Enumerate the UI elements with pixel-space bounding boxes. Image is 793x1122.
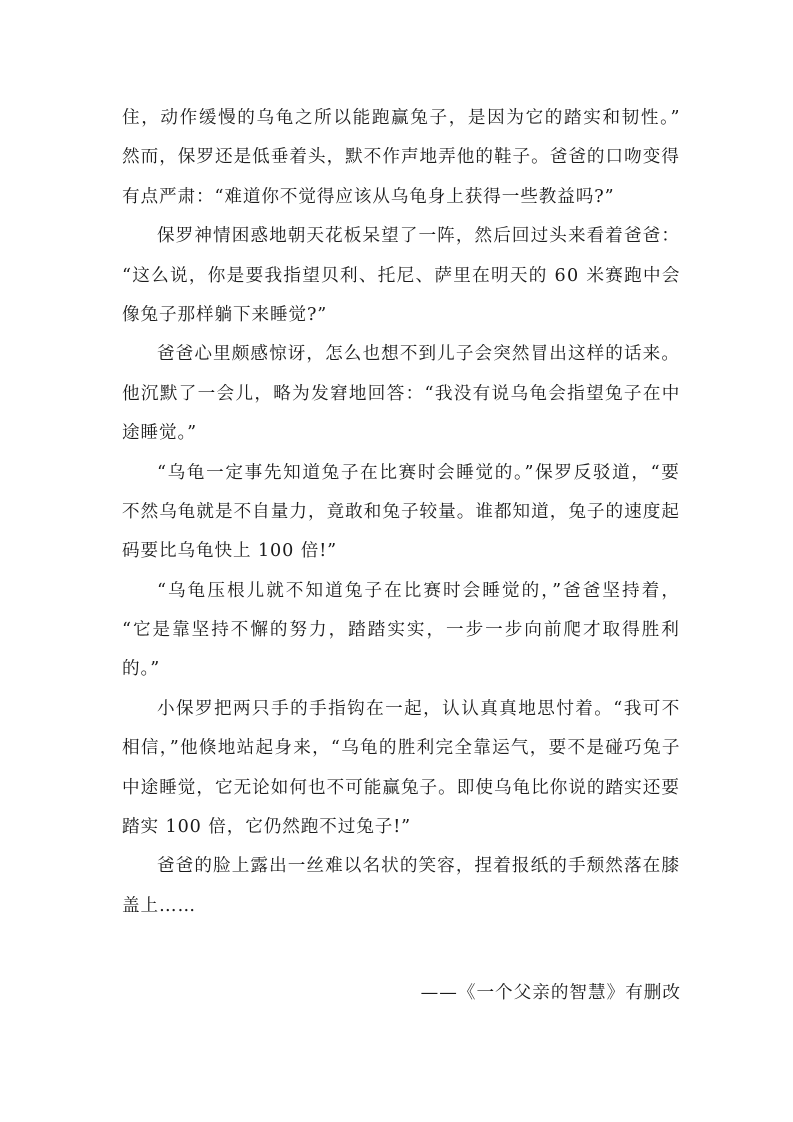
paragraph-start-line [122,690,680,729]
source-attribution: ——《一个父亲的智慧》有删改 [420,983,681,1003]
text-line [122,99,680,138]
text-line [122,296,680,335]
line-text: 的。” [122,659,161,680]
text-line [122,138,680,177]
text-line [122,178,680,217]
text-line [122,414,680,453]
line-text: 然而，保罗还是低垂着头，默不作声地弄他的鞋子。爸爸的口吻变得 [122,147,680,168]
line-text: “这么说，你是要我指望贝利、托尼、萨里在明天的 60 米赛跑中会 [122,265,681,286]
text-line [122,887,680,926]
text-line [122,611,680,650]
line-text: 相信，”他倏地站起身来，“乌龟的胜利完全靠运气，要不是碰巧兔子 [122,738,681,759]
paragraph-start-line [122,217,680,256]
paragraph-start-line [122,847,680,886]
text-line [122,493,680,532]
text-line [122,650,680,689]
paragraph-start-line [122,572,680,611]
line-text: 不然乌龟就是不自量力，竟敢和兔子较量。谁都知道，兔子的速度起 [122,501,680,522]
line-text: 途睡觉。” [122,423,198,444]
text-line [122,808,680,847]
paragraph-start-line [122,454,680,493]
text-line [122,375,680,414]
line-text: 中途睡觉，它无论如何也不可能赢兔子。即使乌龟比你说的踏实还要 [122,777,680,798]
story-text [122,99,680,926]
line-text: 保罗神情困惑地朝天花板呆望了一阵，然后回过头来看着爸爸： [157,226,681,247]
text-line [122,257,680,296]
line-text: 有点严肃：“难道你不觉得应该从乌龟身上获得一些教益吗?” [122,186,615,207]
text-line [122,769,680,808]
line-text: 踏实 100 倍，它仍然跑不过兔子!” [122,817,412,838]
line-text: 住，动作缓慢的乌龟之所以能跑赢兔子，是因为它的踏实和韧性。” [122,108,682,128]
line-text: 像兔子那样躺下来睡觉?” [122,304,328,325]
paragraph-start-line [122,335,680,374]
line-text: “乌龟压根儿就不知道兔子在比赛时会睡觉的，”爸爸坚持着， [157,580,681,601]
text-line [122,532,680,571]
line-text: 爸爸的脸上露出一丝难以名状的笑容，捏着报纸的手颓然落在膝 [157,856,681,877]
line-text: 码要比乌龟快上 100 倍!” [122,541,338,562]
line-text: “它是靠坚持不懈的努力，踏踏实实，一步一步向前爬才取得胜利 [122,620,681,641]
line-text: “乌龟一定事先知道兔子在比赛时会睡觉的。”保罗反驳道，“要 [157,462,681,483]
text-line [122,729,680,768]
line-text: 他沉默了一会儿，略为发窘地回答：“我没有说乌龟会指望兔子在中 [122,383,681,404]
line-text: 盖上…… [122,895,196,916]
line-text: 小保罗把两只手的手指钩在一起，认认真真地思忖着。“我可不 [157,698,681,719]
line-text: 爸爸心里颇感惊讶，怎么也想不到儿子会突然冒出这样的话来。 [157,344,681,365]
